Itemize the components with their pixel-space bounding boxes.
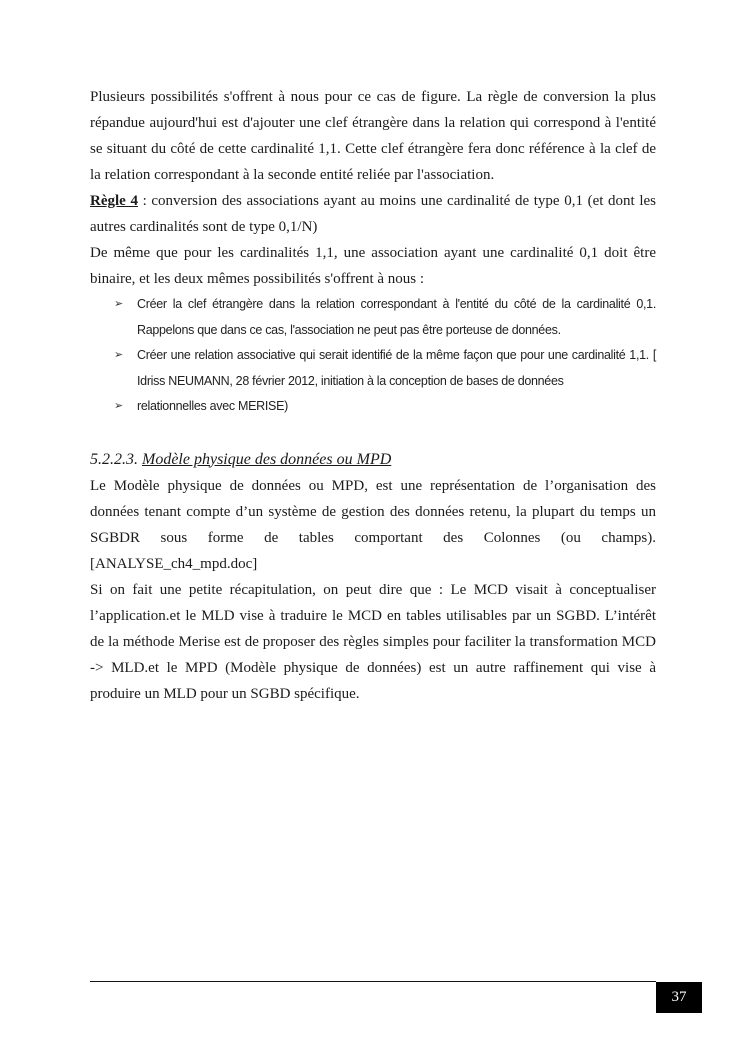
bullet-list xyxy=(90,292,656,420)
section-title: Modèle physique des données ou MPD xyxy=(142,450,392,468)
document-reference: [ANALYSE_ch4_mpd.doc] xyxy=(90,555,258,572)
paragraph-intro: Plusieurs possibilités s'offrent à nous pour ce cas de figure. La règle de conversion la plus répandue aujourd'hui est d'ajouter une clef étrangère dans la relation qui correspond à l'entité se situant du côté de cette cardinalité 1,1. Cette clef étrangère fera donc référence à la clef de la relation correspondant à la seconde entité reliée par l'association. xyxy=(90,89,656,183)
section-number: 5.2.2.3. xyxy=(90,450,138,468)
rule-4-text: : conversion des associations ayant au moins une cardinalité de type 0,1 (et dont les autres cardinalités sont de type 0,1/N) xyxy=(90,193,656,235)
bullet-item-text: Créer la clef étrangère dans la relation correspondant à l'entité du côté de la cardinalité 0,1. Rappelons que dans ce cas, l'association ne peut pas être porteuse de données. xyxy=(137,297,656,337)
arrow-bullet-icon: ➢ xyxy=(114,298,124,310)
rule-4-label: Règle 4 xyxy=(90,193,138,209)
paragraph-cardinalites: De même que pour les cardinalités 1,1, une association ayant une cardinalité 0,1 doit être binaire, et les deux mêmes possibilités s'offrent à nous : xyxy=(90,245,656,287)
arrow-bullet-icon: ➢ xyxy=(114,349,124,361)
bullet-item-text: Créer une relation associative qui serait identifié de la même façon que pour une cardinalité 1,1. [ Idriss NEUMANN, 28 février 2012, initiation à la conception de bases de données xyxy=(137,348,656,388)
arrow-bullet-icon: ➢ xyxy=(114,400,124,412)
bullet-item xyxy=(90,343,656,394)
bullet-item-text: relationnelles avec MERISE) xyxy=(137,399,288,413)
paragraph-mpd-definition: Le Modèle physique de données ou MPD, est une représentation de l’organisation des données tenant compte d’un système de gestion des données retenu, la plupart du temps un SGBDR sous forme de tables comportant des Colonnes (ou champs). xyxy=(90,477,656,546)
page-number: 37 xyxy=(671,989,687,1005)
section-heading-mpd xyxy=(90,447,656,473)
footer-divider xyxy=(90,981,656,982)
paragraph-recapitulation: Si on fait une petite récapitulation, on peut dire que : Le MCD visait à conceptualiser l’application.et le MLD vise à traduire le MCD en tables utilisables par un SGBD. L’intérêt de la méthode Merise est de proposer des règles simples pour faciliter la transformation MCD -> MLD.et le MPD (Modèle physique de données) est un autre raffinement qui vise à produire un MLD pour un SGBD spécifique. xyxy=(90,581,656,702)
page-body xyxy=(90,84,656,707)
page-number-badge xyxy=(656,982,702,1013)
bullet-item xyxy=(90,394,656,420)
bullet-item xyxy=(90,292,656,343)
paragraph-rule-4 xyxy=(90,188,656,240)
